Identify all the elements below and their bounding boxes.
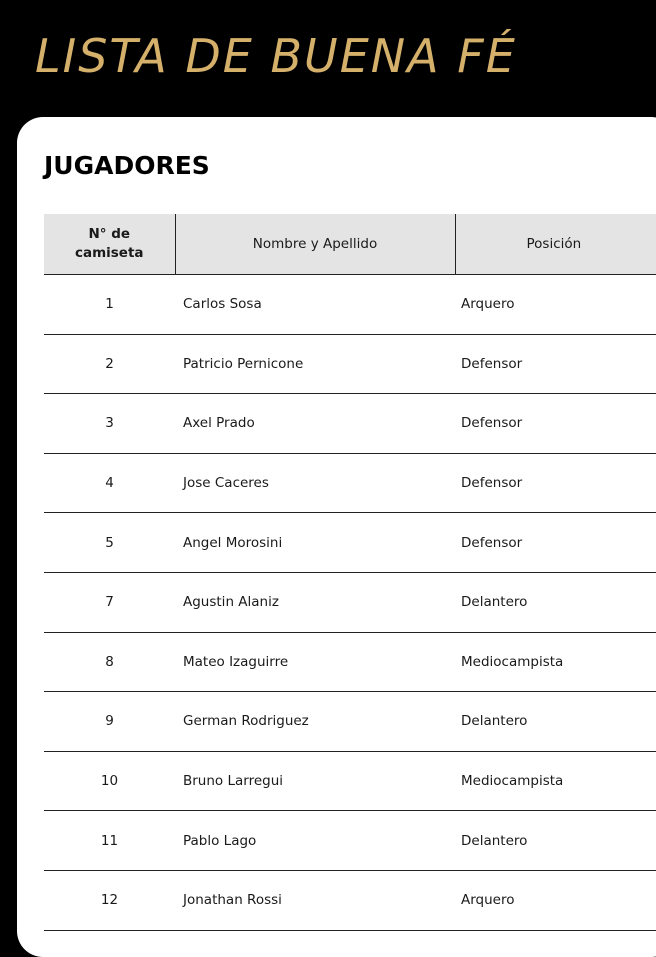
player-position-cell: Delantero bbox=[455, 811, 656, 871]
player-name-cell: Patricio Pernicone bbox=[175, 334, 455, 394]
player-position-cell: Mediocampista bbox=[455, 751, 656, 811]
player-position-cell: Defensor bbox=[455, 394, 656, 454]
player-position-cell: Arquero bbox=[455, 870, 656, 930]
player-number-cell: 10 bbox=[44, 751, 175, 811]
table-row bbox=[44, 334, 656, 394]
table-row bbox=[44, 811, 656, 871]
table-row bbox=[44, 453, 656, 513]
player-number-cell: 7 bbox=[44, 572, 175, 632]
table-header-row bbox=[44, 214, 656, 275]
player-number-cell: 1 bbox=[44, 275, 175, 335]
player-name-cell: Agustin Alaniz bbox=[175, 572, 455, 632]
player-position-cell: Defensor bbox=[455, 334, 656, 394]
player-number-cell: 5 bbox=[44, 513, 175, 573]
section-title: JUGADORES bbox=[44, 151, 210, 180]
player-name-cell: Pablo Lago bbox=[175, 811, 455, 871]
player-position-cell: Delantero bbox=[455, 692, 656, 752]
player-position-cell: Arquero bbox=[455, 275, 656, 335]
player-name-cell: Jonathan Rossi bbox=[175, 870, 455, 930]
player-name-cell: Mateo Izaguirre bbox=[175, 632, 455, 692]
table-row bbox=[44, 394, 656, 454]
table-row bbox=[44, 275, 656, 335]
table-row bbox=[44, 513, 656, 573]
player-number-cell: 4 bbox=[44, 453, 175, 513]
table-row bbox=[44, 751, 656, 811]
player-position-cell: Defensor bbox=[455, 513, 656, 573]
table-row bbox=[44, 870, 656, 930]
table-row bbox=[44, 632, 656, 692]
table-header bbox=[44, 214, 656, 275]
player-position-cell: Mediocampista bbox=[455, 632, 656, 692]
table-body bbox=[44, 275, 656, 931]
player-name-cell: Axel Prado bbox=[175, 394, 455, 454]
player-name-cell: Jose Caceres bbox=[175, 453, 455, 513]
player-position-cell: Defensor bbox=[455, 453, 656, 513]
table-row bbox=[44, 692, 656, 752]
column-header-name: Nombre y Apellido bbox=[175, 214, 455, 275]
player-name-cell: Carlos Sosa bbox=[175, 275, 455, 335]
players-table bbox=[44, 214, 656, 931]
player-number-cell: 12 bbox=[44, 870, 175, 930]
table-row bbox=[44, 572, 656, 632]
player-name-cell: Angel Morosini bbox=[175, 513, 455, 573]
player-position-cell: Delantero bbox=[455, 572, 656, 632]
column-header-number-label: N° de camiseta bbox=[74, 226, 144, 261]
column-header-number bbox=[44, 214, 175, 275]
player-number-cell: 9 bbox=[44, 692, 175, 752]
players-card bbox=[17, 117, 656, 957]
player-number-cell: 8 bbox=[44, 632, 175, 692]
player-number-cell: 2 bbox=[44, 334, 175, 394]
player-number-cell: 11 bbox=[44, 811, 175, 871]
player-name-cell: German Rodriguez bbox=[175, 692, 455, 752]
column-header-position: Posición bbox=[455, 214, 656, 275]
player-name-cell: Bruno Larregui bbox=[175, 751, 455, 811]
page-title: LISTA DE BUENA FÉ bbox=[35, 29, 517, 83]
player-number-cell: 3 bbox=[44, 394, 175, 454]
